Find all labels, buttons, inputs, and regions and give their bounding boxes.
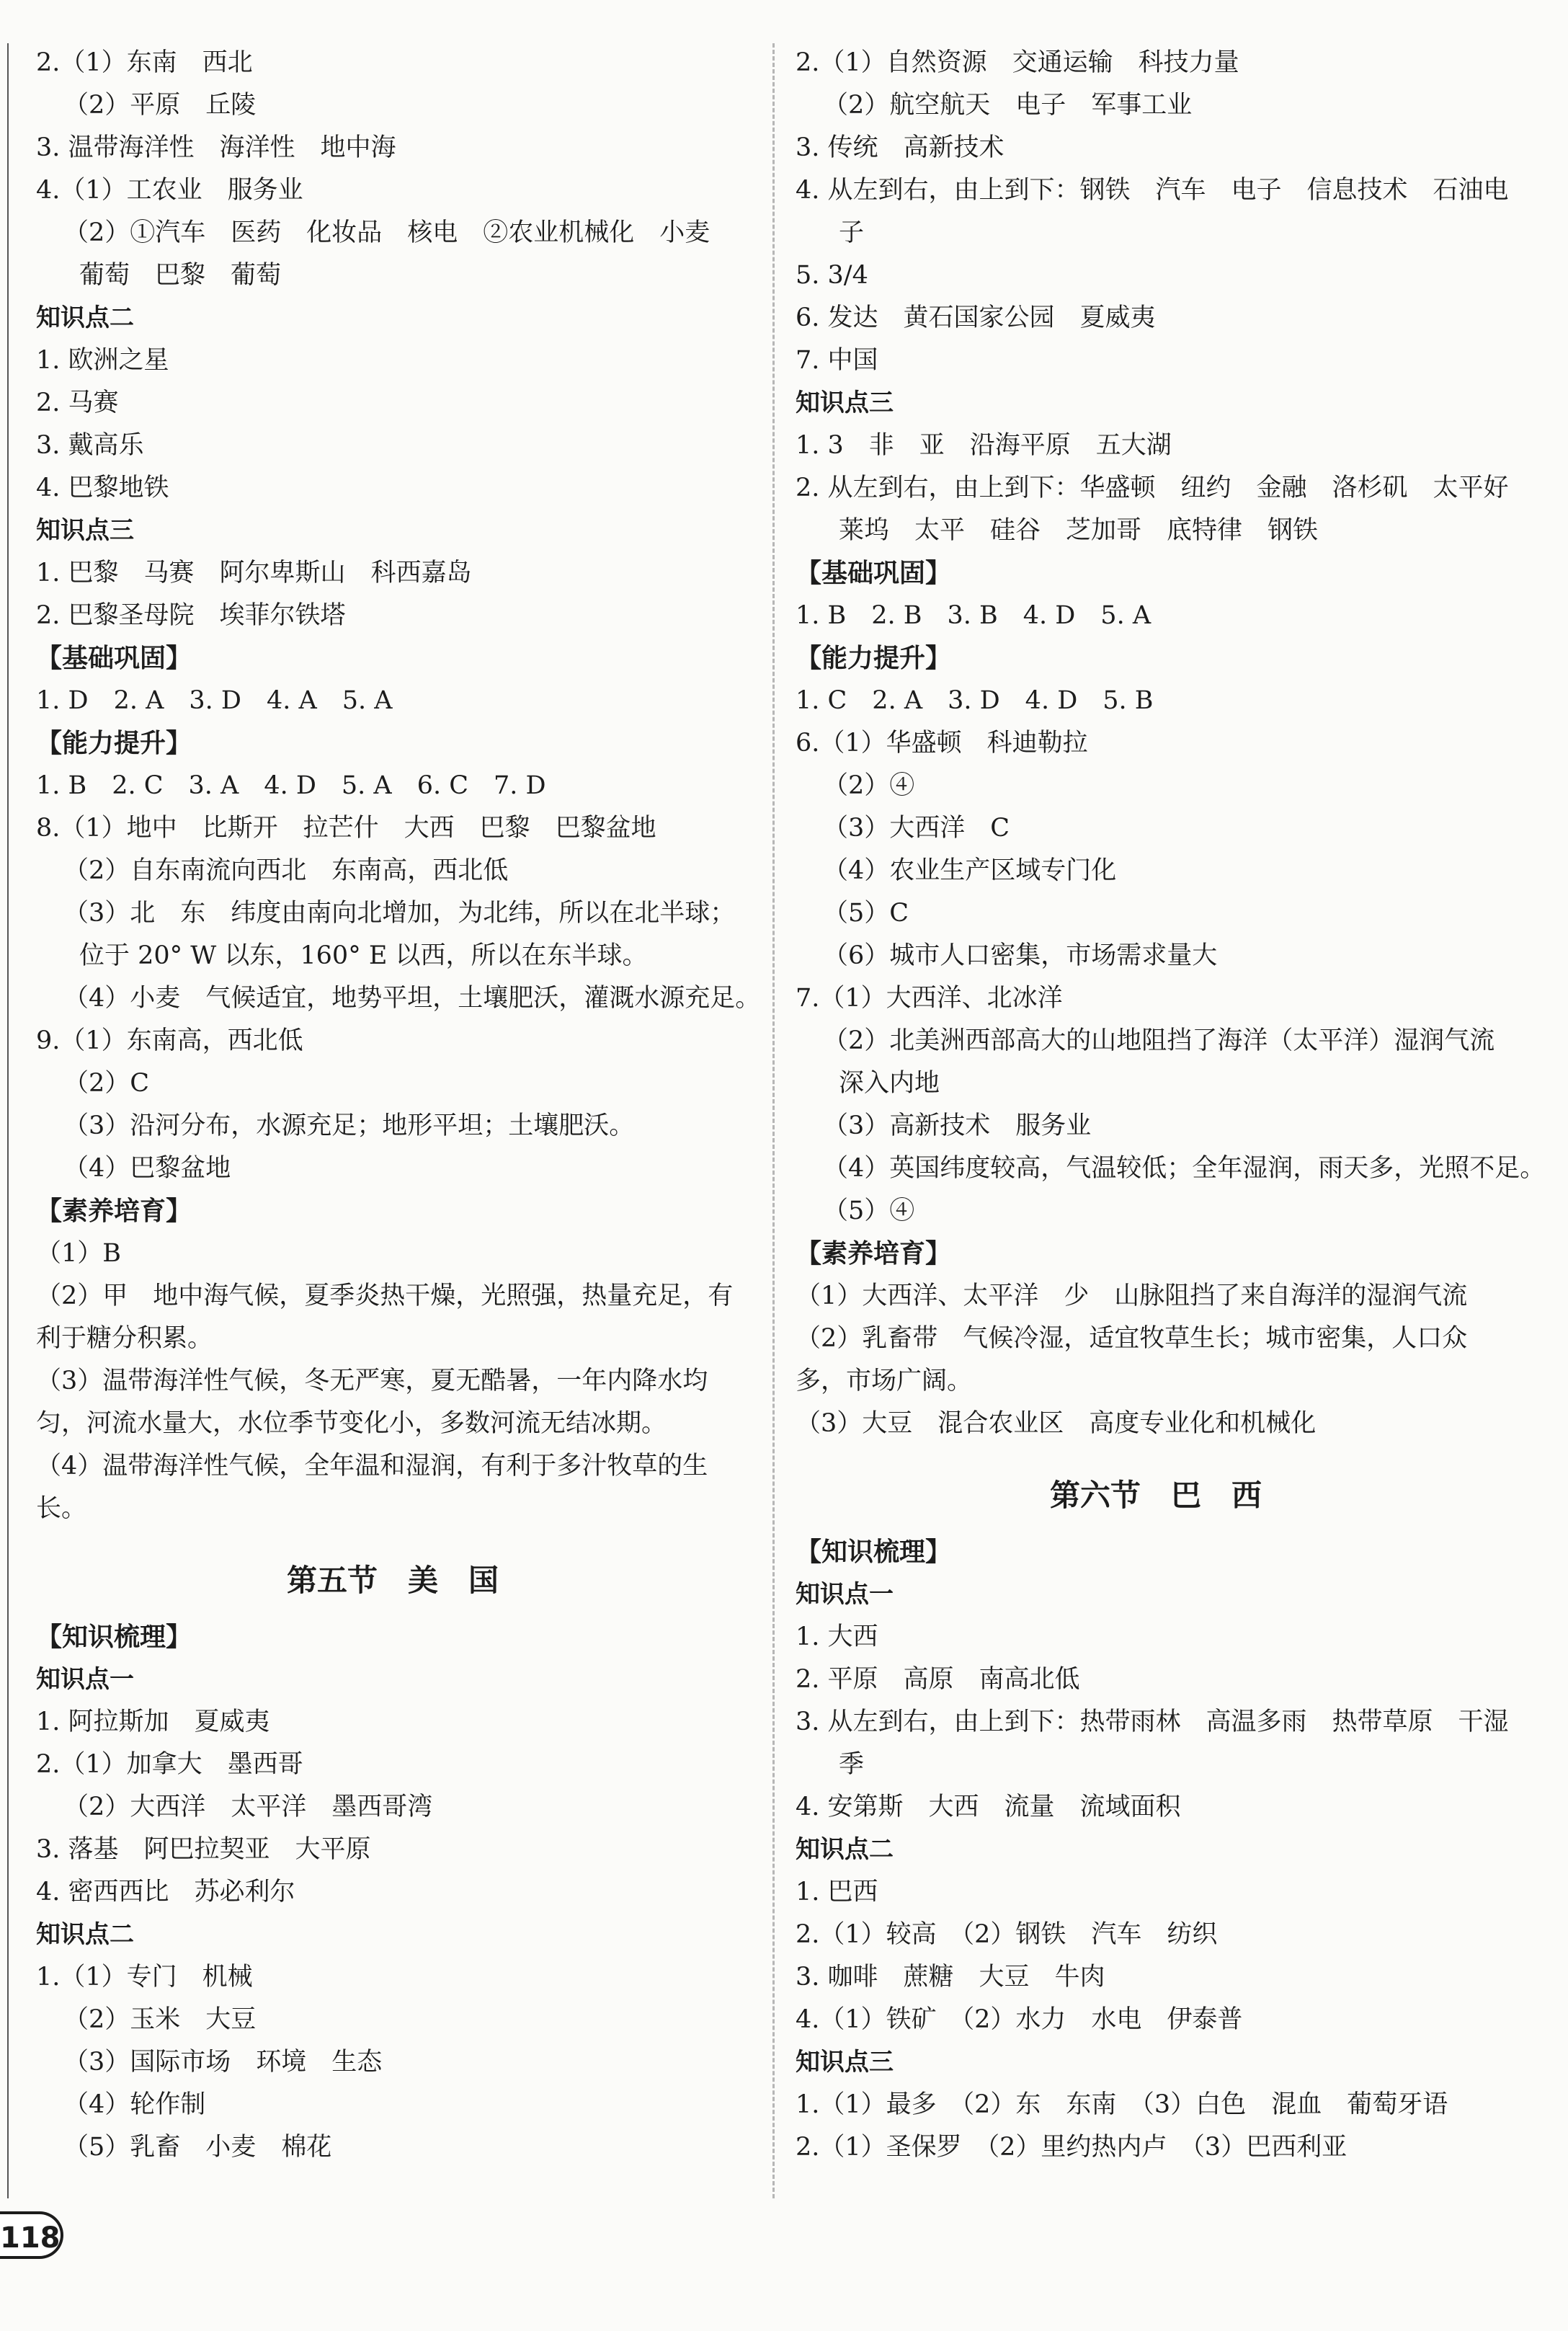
knowledge-point-heading: 知识点二 (796, 1835, 894, 1864)
answer-line: 7. 中国 (796, 346, 878, 375)
answer-line: （5）乳畜 小麦 棉花 (63, 2133, 332, 2162)
answer-line: 1.（1）专门 机械 (36, 1963, 253, 1992)
answer-line: 3. 咖啡 蔗糖 大豆 牛肉 (796, 1963, 1105, 1992)
answer-line: （1）B (36, 1239, 121, 1268)
answer-line: 2.（1）自然资源 交通运输 科技力量 (796, 48, 1239, 77)
answer-line: 2.（1）东南 西北 (36, 48, 253, 77)
answer-line: 4. 巴黎地铁 (36, 474, 169, 502)
knowledge-point-heading: 知识点三 (36, 516, 134, 545)
answer-line: （4）小麦 气候适宜，地势平坦，土壤肥沃，灌溉水源充足。 (63, 984, 761, 1013)
answer-line: 8.（1）地中 比斯开 拉芒什 大西 巴黎 巴黎盆地 (36, 814, 656, 843)
answer-line: （3）大西洋 C (823, 814, 1010, 843)
section-heading: 【素养培育】 (796, 1239, 952, 1269)
section-heading: 【基础巩固】 (796, 559, 952, 588)
answer-line: （3）北 东 纬度由南向北增加，为北纬，所以在北半球；位于 20° W 以东，160° E 以西，所以在东半球。 (63, 899, 736, 970)
answer-line: 1. B 2. C 3. A 4. D 5. A 6. C 7. D (36, 771, 546, 800)
answer-line: （4）轮作制 (63, 2090, 206, 2119)
answer-line: 3. 温带海洋性 海洋性 地中海 (36, 133, 396, 162)
page-number: 118 (0, 2211, 63, 2259)
answer-line: （3）温带海洋性气候，冬无严寒，夏无酷暑，一年内降水均匀，河流水量大，水位季节变化小，多数河流无结冰期。 (36, 1367, 708, 1438)
knowledge-point-heading: 知识点三 (796, 388, 894, 417)
answer-line: 1. 3 非 亚 沿海平原 五大湖 (796, 431, 1172, 460)
answer-line: 4.（1）工农业 服务业 (36, 176, 303, 205)
answer-line: 1. 巴黎 马赛 阿尔卑斯山 科西嘉岛 (36, 559, 472, 587)
answer-line: 葡萄 巴黎 葡萄 (79, 261, 282, 290)
answer-line: （2）玉米 大豆 (63, 2005, 257, 2034)
answer-line: （3）高新技术 服务业 (823, 1111, 1092, 1140)
answer-line: 6.（1）华盛顿 科迪勒拉 (796, 729, 1088, 758)
section-heading: 【基础巩固】 (36, 644, 192, 673)
knowledge-point-heading: 知识点三 (796, 2048, 894, 2077)
answer-line: 1. 欧洲之星 (36, 346, 169, 375)
answer-line: 1. C 2. A 3. D 4. D 5. B (796, 686, 1154, 715)
column-divider (772, 43, 775, 2198)
answer-line: 4. 密西西比 苏必利尔 (36, 1878, 295, 1906)
answer-line: （5）④ (823, 1196, 915, 1225)
answer-line: 4. 安第斯 大西 流量 流域面积 (796, 1793, 1181, 1821)
section-heading: 【能力提升】 (796, 644, 952, 673)
answer-line: 5. 3/4 (796, 261, 868, 290)
answer-line: 4.（1）铁矿 （2）水力 水电 伊泰普 (796, 2005, 1243, 2034)
answer-line: （3）国际市场 环境 生态 (63, 2048, 383, 2077)
answer-line: 1. B 2. B 3. B 4. D 5. A (796, 601, 1152, 630)
answer-line: 2.（1）较高 （2）钢铁 汽车 纺织 (796, 1920, 1218, 1949)
section-heading: 【知识梳理】 (36, 1622, 192, 1652)
answer-line: 2. 平原 高原 南高北低 (796, 1665, 1080, 1694)
answer-line: 2. 马赛 (36, 388, 119, 417)
answer-line: （3）大豆 混合农业区 高度专业化和机械化 (796, 1409, 1317, 1438)
answer-line: 1. 阿拉斯加 夏威夷 (36, 1708, 270, 1736)
chapter-title: 第五节 美 国 (286, 1563, 499, 1598)
answer-line: 3. 传统 高新技术 (796, 133, 1004, 162)
answer-column-left (36, 42, 761, 2169)
section-heading: 【素养培育】 (36, 1196, 192, 1226)
section-heading: 【知识梳理】 (796, 1537, 952, 1567)
answer-line: （2）C (63, 1069, 150, 1098)
answer-column-right (796, 42, 1546, 2169)
chapter-title: 第六节 巴 西 (1049, 1478, 1262, 1513)
answer-line: （2）自东南流向西北 东南高，西北低 (63, 856, 509, 885)
answer-line: 3. 戴高乐 (36, 431, 144, 460)
answer-line: 4. 从左到右，由上到下：钢铁 汽车 电子 信息技术 石油电子 (796, 176, 1509, 247)
knowledge-point-heading: 知识点二 (36, 1920, 134, 1949)
answer-line: 2. 从左到右，由上到下：华盛顿 纽约 金融 洛杉矶 太平好莱坞 太平 硅谷 芝加哥 底特律 钢铁 (796, 474, 1509, 545)
knowledge-point-heading: 知识点一 (796, 1580, 894, 1609)
answer-line: 2.（1）加拿大 墨西哥 (36, 1750, 303, 1779)
answer-line: （3）沿河分布，水源充足；地形平坦；土壤肥沃。 (63, 1111, 635, 1140)
answer-line: （2）甲 地中海气候，夏季炎热干燥，光照强，热量充足，有利于糖分积累。 (36, 1282, 734, 1353)
answer-line: （4）农业生产区域专门化 (823, 856, 1117, 885)
answer-line: 9.（1）东南高，西北低 (36, 1026, 303, 1055)
knowledge-point-heading: 知识点一 (36, 1665, 134, 1694)
answer-line: （5）C (823, 899, 909, 928)
answer-line: 3. 从左到右，由上到下：热带雨林 高温多雨 热带草原 干湿季 (796, 1708, 1509, 1779)
answer-line: （2）北美洲西部高大的山地阻挡了海洋（太平洋）湿润气流深入内地 (823, 1026, 1495, 1098)
answer-line: 2.（1）圣保罗 （2）里约热内卢 （3）巴西利亚 (796, 2133, 1348, 2162)
answer-line: 7.（1）大西洋、北冰洋 (796, 984, 1063, 1013)
answer-line: 3. 落基 阿巴拉契亚 大平原 (36, 1835, 371, 1864)
answer-line: （4）英国纬度较高，气温较低；全年湿润，雨天多，光照不足。 (823, 1154, 1546, 1183)
answer-line: （2）航空航天 电子 军事工业 (823, 91, 1193, 120)
answer-line: （1）大西洋、太平洋 少 山脉阻挡了来自海洋的湿润气流 (796, 1282, 1468, 1310)
margin-rule (7, 43, 9, 2198)
answer-line: 6. 发达 黄石国家公园 夏威夷 (796, 303, 1156, 332)
answer-line: （6）城市人口密集，市场需求量大 (823, 941, 1218, 970)
answer-line: 1. 大西 (796, 1622, 878, 1651)
answer-line: 2. 巴黎圣母院 埃菲尔铁塔 (36, 601, 346, 630)
answer-line: （2）①汽车 医药 化妆品 核电 ②农业机械化 小麦 (63, 218, 710, 247)
knowledge-point-heading: 知识点二 (36, 303, 134, 332)
answer-line: （4）巴黎盆地 (63, 1154, 231, 1183)
answer-line: （2）平原 丘陵 (63, 91, 257, 120)
answer-line: 1. D 2. A 3. D 4. A 5. A (36, 686, 393, 715)
answer-line: 1. 巴西 (796, 1878, 878, 1906)
section-heading: 【能力提升】 (36, 729, 192, 758)
answer-line: （2）④ (823, 771, 915, 800)
answer-line: （4）温带海洋性气候，全年温和湿润，有利于多汁牧草的生长。 (36, 1452, 708, 1523)
answer-line: （2）大西洋 太平洋 墨西哥湾 (63, 1793, 433, 1821)
answer-line: （2）乳畜带 气候冷湿，适宜牧草生长；城市密集，人口众多，市场广阔。 (796, 1324, 1468, 1395)
answer-line: 1.（1）最多 （2）东 东南 （3）白色 混血 葡萄牙语 (796, 2090, 1448, 2119)
